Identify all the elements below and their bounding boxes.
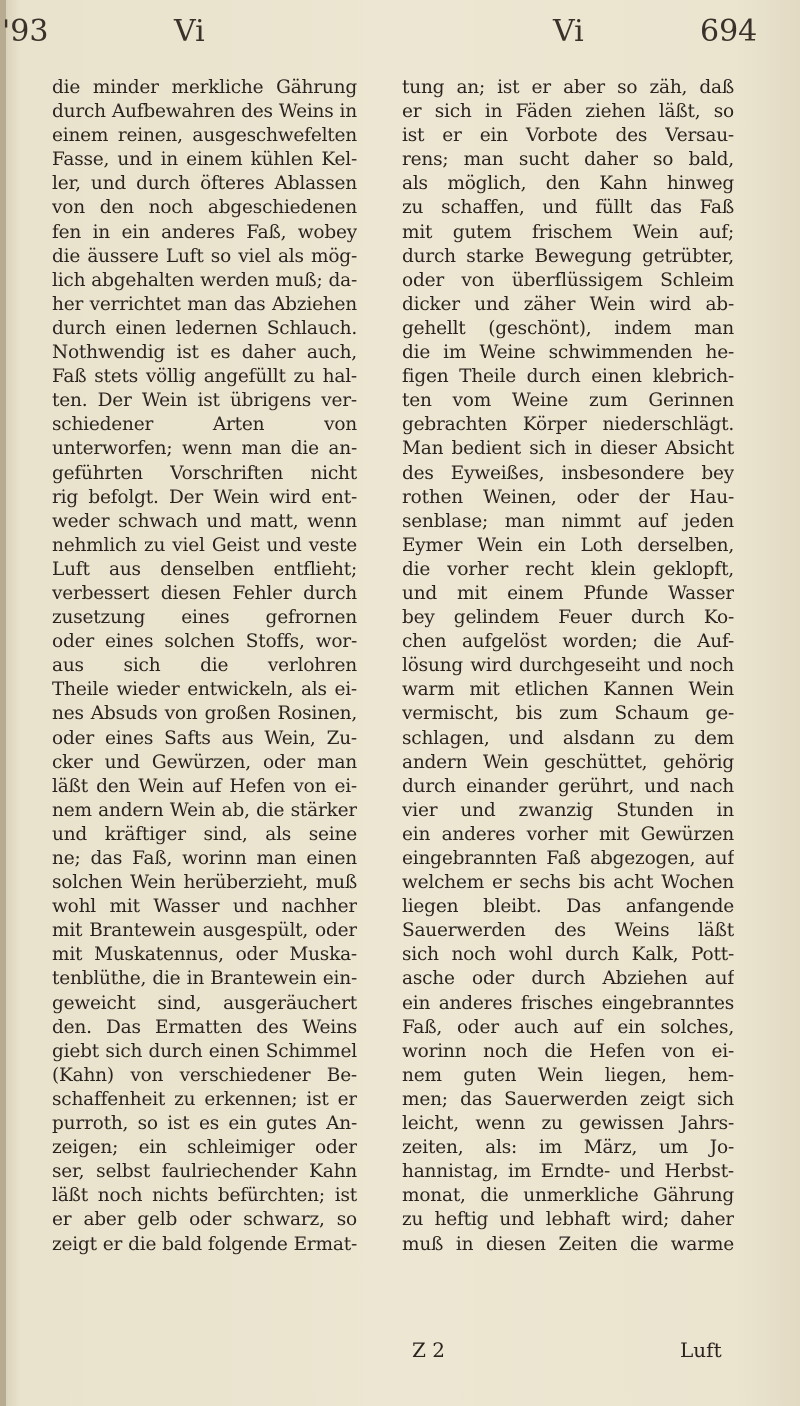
left-running-head: Vi bbox=[174, 14, 205, 49]
text-line: ser, selbst faulriechender Kahn bbox=[52, 1161, 357, 1183]
text-line: men; das Sauerwerden zeigt sich bbox=[402, 1088, 734, 1110]
text-line: Eymer Wein ein Loth derselben, bbox=[402, 534, 734, 556]
text-line: ein anderes vorher mit Gewürzen bbox=[402, 823, 734, 845]
text-line: läßt noch nichts befürchten; ist bbox=[52, 1185, 357, 1207]
text-line: lich abgehalten werden muß; da- bbox=[52, 269, 357, 291]
text-line: Faß stets völlig angefüllt zu hal- bbox=[52, 366, 357, 388]
right-text-column bbox=[402, 76, 734, 1257]
text-line: senblase; man nimmt auf jeden bbox=[402, 510, 734, 532]
text-line: welchem er sechs bis acht Wochen bbox=[402, 872, 734, 894]
text-line: vier und zwanzig Stunden in bbox=[402, 799, 734, 821]
text-line: aus sich die verlohren bbox=[52, 655, 357, 677]
text-line: Luft aus denselben entflieht; bbox=[52, 558, 357, 580]
text-line: ist er ein Vorbote des Versau- bbox=[402, 125, 734, 147]
text-line: die äussere Luft so viel als mög- bbox=[52, 245, 357, 267]
text-line: und mit einem Pfunde Wasser bbox=[402, 582, 734, 604]
text-line: worinn noch die Hefen von ei- bbox=[402, 1040, 734, 1062]
text-line: her verrichtet man das Abziehen bbox=[52, 293, 357, 315]
text-line: weder schwach und matt, wenn bbox=[52, 510, 357, 532]
right-running-head: Vi bbox=[553, 14, 584, 49]
text-line: Faß, oder auch auf ein solches, bbox=[402, 1016, 734, 1038]
text-line: ler, und durch öfteres Ablassen bbox=[52, 173, 357, 195]
text-line: vermischt, bis zum Schaum ge- bbox=[402, 703, 734, 725]
text-line: durch einander gerührt, und nach bbox=[402, 775, 734, 797]
text-line: hannistag, im Erndte- und Herbst- bbox=[402, 1161, 734, 1183]
text-line: fen in ein anderes Faß, wobey bbox=[52, 221, 357, 243]
text-line: mit Muskatennus, oder Muska- bbox=[52, 944, 357, 966]
text-line: chen aufgelöst worden; die Auf- bbox=[402, 631, 734, 653]
text-line: oder von überflüssigem Schleim bbox=[402, 269, 734, 291]
text-line: verbessert diesen Fehler durch bbox=[52, 582, 357, 604]
text-line: und kräftiger sind, als seine bbox=[52, 823, 357, 845]
text-line: geführten Vorschriften nicht bbox=[52, 462, 357, 484]
text-line: ten. Der Wein ist übrigens ver- bbox=[52, 390, 357, 412]
text-line: (Kahn) von verschiedener Be- bbox=[52, 1064, 357, 1086]
text-line: mit Brantewein ausgespült, oder bbox=[52, 920, 357, 942]
text-line: monat, die unmerkliche Gährung bbox=[402, 1185, 734, 1207]
text-line: gehellt (geschönt), indem man bbox=[402, 317, 734, 339]
text-line: einem reinen, ausgeschwefelten bbox=[52, 125, 357, 147]
text-line: von den noch abgeschiedenen bbox=[52, 197, 357, 219]
catchword: Luft bbox=[680, 1338, 722, 1362]
text-line: rens; man sucht daher so bald, bbox=[402, 149, 734, 171]
text-line: durch einen ledernen Schlauch. bbox=[52, 317, 357, 339]
text-line: durch Aufbewahren des Weins in bbox=[52, 101, 357, 123]
text-line: rothen Weinen, oder der Hau- bbox=[402, 486, 734, 508]
text-line: Man bedient sich in dieser Absicht bbox=[402, 438, 734, 460]
text-line: muß in diesen Zeiten die warme bbox=[402, 1233, 734, 1255]
text-line: cker und Gewürzen, oder man bbox=[52, 751, 357, 773]
text-line: zu heftig und lebhaft wird; daher bbox=[402, 1209, 734, 1231]
text-line: ein anderes frisches eingebranntes bbox=[402, 992, 734, 1014]
text-line: eingebrannten Faß abgezogen, auf bbox=[402, 848, 734, 869]
text-line: giebt sich durch einen Schimmel bbox=[52, 1040, 357, 1062]
text-line: durch starke Bewegung getrübter, bbox=[402, 245, 734, 267]
text-line: ten vom Weine zum Gerinnen bbox=[402, 390, 734, 412]
text-line: tung an; ist er aber so zäh, daß bbox=[402, 77, 734, 98]
text-line: figen Theile durch einen klebrich- bbox=[402, 366, 734, 388]
text-line: die vorher recht klein geklopft, bbox=[402, 558, 734, 580]
text-line: schiedener Arten von bbox=[52, 414, 357, 436]
left-page-number: '93 bbox=[2, 14, 49, 49]
text-line: zeigt er die bald folgende Ermat- bbox=[52, 1233, 357, 1255]
text-line: sich noch wohl durch Kalk, Pott- bbox=[402, 944, 734, 966]
text-line: Fasse, und in einem kühlen Kel- bbox=[52, 149, 357, 171]
text-line: zeigen; ein schleimiger oder bbox=[52, 1137, 357, 1159]
text-line: nem guten Wein liegen, hem- bbox=[402, 1064, 734, 1086]
text-line: läßt den Wein auf Hefen von ei- bbox=[52, 775, 357, 797]
text-line: andern Wein geschüttet, gehörig bbox=[402, 751, 734, 773]
left-text-column bbox=[52, 76, 357, 1257]
text-line: die minder merkliche Gährung bbox=[52, 77, 357, 98]
text-line: dicker und zäher Wein wird ab- bbox=[402, 293, 734, 315]
text-line: zusetzung eines gefrornen bbox=[52, 607, 357, 629]
text-line: wohl mit Wasser und nachher bbox=[52, 896, 357, 918]
text-line: Theile wieder entwickeln, als ei- bbox=[52, 679, 357, 701]
text-line: nem andern Wein ab, die stärker bbox=[52, 799, 357, 821]
text-line: purroth, so ist es ein gutes An- bbox=[52, 1113, 357, 1135]
text-line: Nothwendig ist es daher auch, bbox=[52, 342, 357, 364]
text-line: unterworfen; wenn man die an- bbox=[52, 438, 357, 460]
text-line: rig befolgt. Der Wein wird ent- bbox=[52, 486, 357, 508]
text-line: die im Weine schwimmenden he- bbox=[402, 342, 734, 364]
text-line: tenblüthe, die in Brantewein ein- bbox=[52, 968, 357, 990]
signature-mark: Z 2 bbox=[412, 1338, 445, 1362]
text-line: mit gutem frischem Wein auf; bbox=[402, 221, 734, 243]
text-line: ne; das Faß, worinn man einen bbox=[52, 848, 357, 869]
text-line: den. Das Ermatten des Weins bbox=[52, 1016, 357, 1038]
text-line: oder eines Safts aus Wein, Zu- bbox=[52, 727, 357, 749]
text-line: solchen Wein herüberzieht, muß bbox=[52, 872, 357, 894]
text-line: zeiten, als: im März, um Jo- bbox=[402, 1137, 734, 1159]
text-line: schaffenheit zu erkennen; ist er bbox=[52, 1088, 357, 1110]
text-line: er aber gelb oder schwarz, so bbox=[52, 1209, 357, 1231]
book-spine-edge bbox=[0, 0, 6, 1406]
text-line: warm mit etlichen Kannen Wein bbox=[402, 679, 734, 701]
text-line: leicht, wenn zu gewissen Jahrs- bbox=[402, 1113, 734, 1135]
text-line: er sich in Fäden ziehen läßt, so bbox=[402, 101, 734, 123]
text-line: geweicht sind, ausgeräuchert bbox=[52, 992, 357, 1014]
text-line: oder eines solchen Stoffs, wor- bbox=[52, 631, 357, 653]
text-line: zu schaffen, und füllt das Faß bbox=[402, 197, 734, 219]
text-line: Sauerwerden des Weins läßt bbox=[402, 920, 734, 942]
text-line: bey gelindem Feuer durch Ko- bbox=[402, 607, 734, 629]
text-line: als möglich, den Kahn hinweg bbox=[402, 173, 734, 195]
text-line: gebrachten Körper niederschlägt. bbox=[402, 414, 734, 436]
text-line: lösung wird durchgeseiht und noch bbox=[402, 655, 734, 677]
text-line: nehmlich zu viel Geist und veste bbox=[52, 534, 357, 556]
text-line: schlagen, und alsdann zu dem bbox=[402, 727, 734, 749]
text-line: liegen bleibt. Das anfangende bbox=[402, 896, 734, 918]
text-line: nes Absuds von großen Rosinen, bbox=[52, 703, 357, 725]
text-line: des Eyweißes, insbesondere bey bbox=[402, 462, 734, 484]
text-line: asche oder durch Abziehen auf bbox=[402, 968, 734, 990]
right-page-number: 694 bbox=[700, 14, 758, 49]
